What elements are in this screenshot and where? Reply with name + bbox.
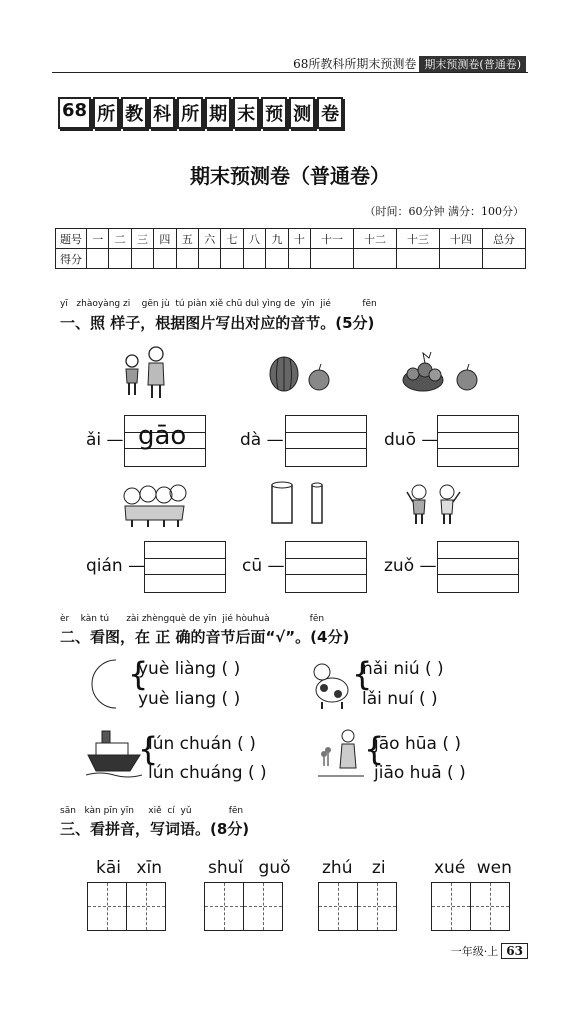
table-cell: 四 <box>154 229 176 249</box>
table-row <box>56 249 526 269</box>
character-writing-grid[interactable] <box>318 882 397 931</box>
q1-pinyin: yī zhàoyàng zi gēn jù tú piàn xiě chū duì yìng de yīn jié fēn <box>60 299 377 309</box>
q1-prompt: qián — <box>86 556 146 576</box>
table-row <box>56 229 526 249</box>
brand-char: 卷 <box>317 97 343 129</box>
header-title: 68所教科所期末预测卷 <box>293 57 417 71</box>
q1-prompt: cū — <box>242 556 285 576</box>
table-cell: 十四 <box>439 229 482 249</box>
choice-option[interactable]: jāo hūa ( ) <box>374 734 461 754</box>
score-input-cell[interactable] <box>439 249 482 269</box>
moon-picture <box>86 656 130 712</box>
brace-icon: { <box>128 655 149 693</box>
thick-thin-cylinders-picture <box>270 480 330 526</box>
q1-prompt: zuǒ — <box>384 556 437 576</box>
score-table <box>55 228 526 269</box>
table-cell: 五 <box>176 229 198 249</box>
choice-option[interactable]: yuè liang ( ) <box>138 689 241 709</box>
pinyin-answer-box[interactable] <box>437 415 519 467</box>
header-rule <box>52 72 528 73</box>
q1-prompt: ǎi — <box>86 430 124 450</box>
brand-char: 68 <box>58 97 91 129</box>
score-input-cell[interactable] <box>221 249 243 269</box>
table-cell: 二 <box>109 229 131 249</box>
character-writing-grid[interactable] <box>204 882 283 931</box>
grade-label: 一年级·上 <box>450 945 499 958</box>
choice-option[interactable]: nǎi niú ( ) <box>362 659 444 679</box>
score-input-cell[interactable] <box>154 249 176 269</box>
character-writing-grid[interactable] <box>431 882 510 931</box>
choice-option[interactable]: yuè liàng ( ) <box>138 659 241 679</box>
pinyin-answer-box[interactable] <box>437 541 519 593</box>
pinyin-answer-box[interactable] <box>285 415 367 467</box>
score-input-cell[interactable] <box>87 249 109 269</box>
choice-option[interactable]: lún chuán ( ) <box>148 734 256 754</box>
children-group-picture <box>120 482 190 528</box>
brand-logo <box>58 97 343 129</box>
page-footer <box>451 943 528 959</box>
brand-char: 教 <box>121 97 147 129</box>
score-input-cell[interactable] <box>199 249 221 269</box>
table-cell: 八 <box>243 229 265 249</box>
table-cell: 得分 <box>56 249 87 269</box>
table-cell: 九 <box>266 229 288 249</box>
header-tag: 期末预测卷(普通卷) <box>419 56 526 72</box>
ship-picture <box>86 727 142 783</box>
watermelon-apple-picture <box>267 355 335 395</box>
score-input-cell[interactable] <box>311 249 354 269</box>
table-cell: 七 <box>221 229 243 249</box>
table-cell: 十一 <box>311 229 354 249</box>
score-input-cell[interactable] <box>354 249 397 269</box>
pinyin-answer-box[interactable] <box>124 415 206 467</box>
score-input-cell[interactable] <box>482 249 525 269</box>
score-input-cell[interactable] <box>266 249 288 269</box>
brand-char: 所 <box>93 97 119 129</box>
brand-char: 预 <box>261 97 287 129</box>
q1-prompt: duō — <box>384 430 439 450</box>
q2-heading: 二、看图，在 正 确的音节后面“√”。(4分) <box>60 628 350 646</box>
word-pinyin: zhú zi <box>322 858 386 878</box>
cow-picture <box>312 660 354 710</box>
brace-icon: { <box>364 730 385 768</box>
score-input-cell[interactable] <box>176 249 198 269</box>
word-pinyin: kāi xīn <box>96 858 162 878</box>
score-input-cell[interactable] <box>288 249 310 269</box>
fruit-basket-apple-picture <box>401 350 481 395</box>
table-cell: 题号 <box>56 229 87 249</box>
q1-prompt: dà — <box>240 430 284 450</box>
q1-heading: 一、照 样子，根据图片写出对应的音节。(5分) <box>60 314 375 332</box>
q3-heading: 三、看拼音，写词语。(8分) <box>60 820 250 838</box>
word-pinyin: xué wen <box>434 858 512 878</box>
brand-char: 测 <box>289 97 315 129</box>
table-cell: 三 <box>131 229 153 249</box>
choice-option[interactable]: lǎi nuí ( ) <box>362 689 438 709</box>
watering-flowers-picture <box>318 726 364 782</box>
score-input-cell[interactable] <box>396 249 439 269</box>
word-pinyin: shuǐ guǒ <box>208 858 291 878</box>
time-info: （时间：60分钟 满分：100分） <box>364 205 524 218</box>
brand-char: 科 <box>149 97 175 129</box>
score-input-cell[interactable] <box>243 249 265 269</box>
pinyin-answer-box[interactable] <box>144 541 226 593</box>
choice-option[interactable]: jiāo huā ( ) <box>374 763 466 783</box>
table-cell: 十二 <box>354 229 397 249</box>
character-writing-grid[interactable] <box>87 882 166 931</box>
brand-char: 所 <box>177 97 203 129</box>
q3-pinyin: sān kàn pīn yīn xiě cí yǔ fēn <box>60 806 244 816</box>
example-answer: gāo <box>138 421 187 451</box>
left-right-hands-picture <box>405 480 463 526</box>
choice-option[interactable]: lún chuáng ( ) <box>148 763 267 783</box>
pinyin-answer-box[interactable] <box>285 541 367 593</box>
table-cell: 一 <box>87 229 109 249</box>
people-picture <box>118 345 170 400</box>
brand-char: 期 <box>205 97 231 129</box>
table-cell: 六 <box>199 229 221 249</box>
page-number: 63 <box>501 943 528 959</box>
brace-icon: { <box>352 655 373 693</box>
score-input-cell[interactable] <box>109 249 131 269</box>
table-cell: 总分 <box>482 229 525 249</box>
brace-icon: { <box>138 730 159 768</box>
page-title: 期末预测卷（普通卷） <box>190 164 390 188</box>
table-cell: 十 <box>288 229 310 249</box>
score-input-cell[interactable] <box>131 249 153 269</box>
brand-char: 末 <box>233 97 259 129</box>
table-cell: 十三 <box>396 229 439 249</box>
q2-pinyin: èr kàn tú zài zhèngquè de yīn jié hòuhuà fēn <box>60 614 325 624</box>
